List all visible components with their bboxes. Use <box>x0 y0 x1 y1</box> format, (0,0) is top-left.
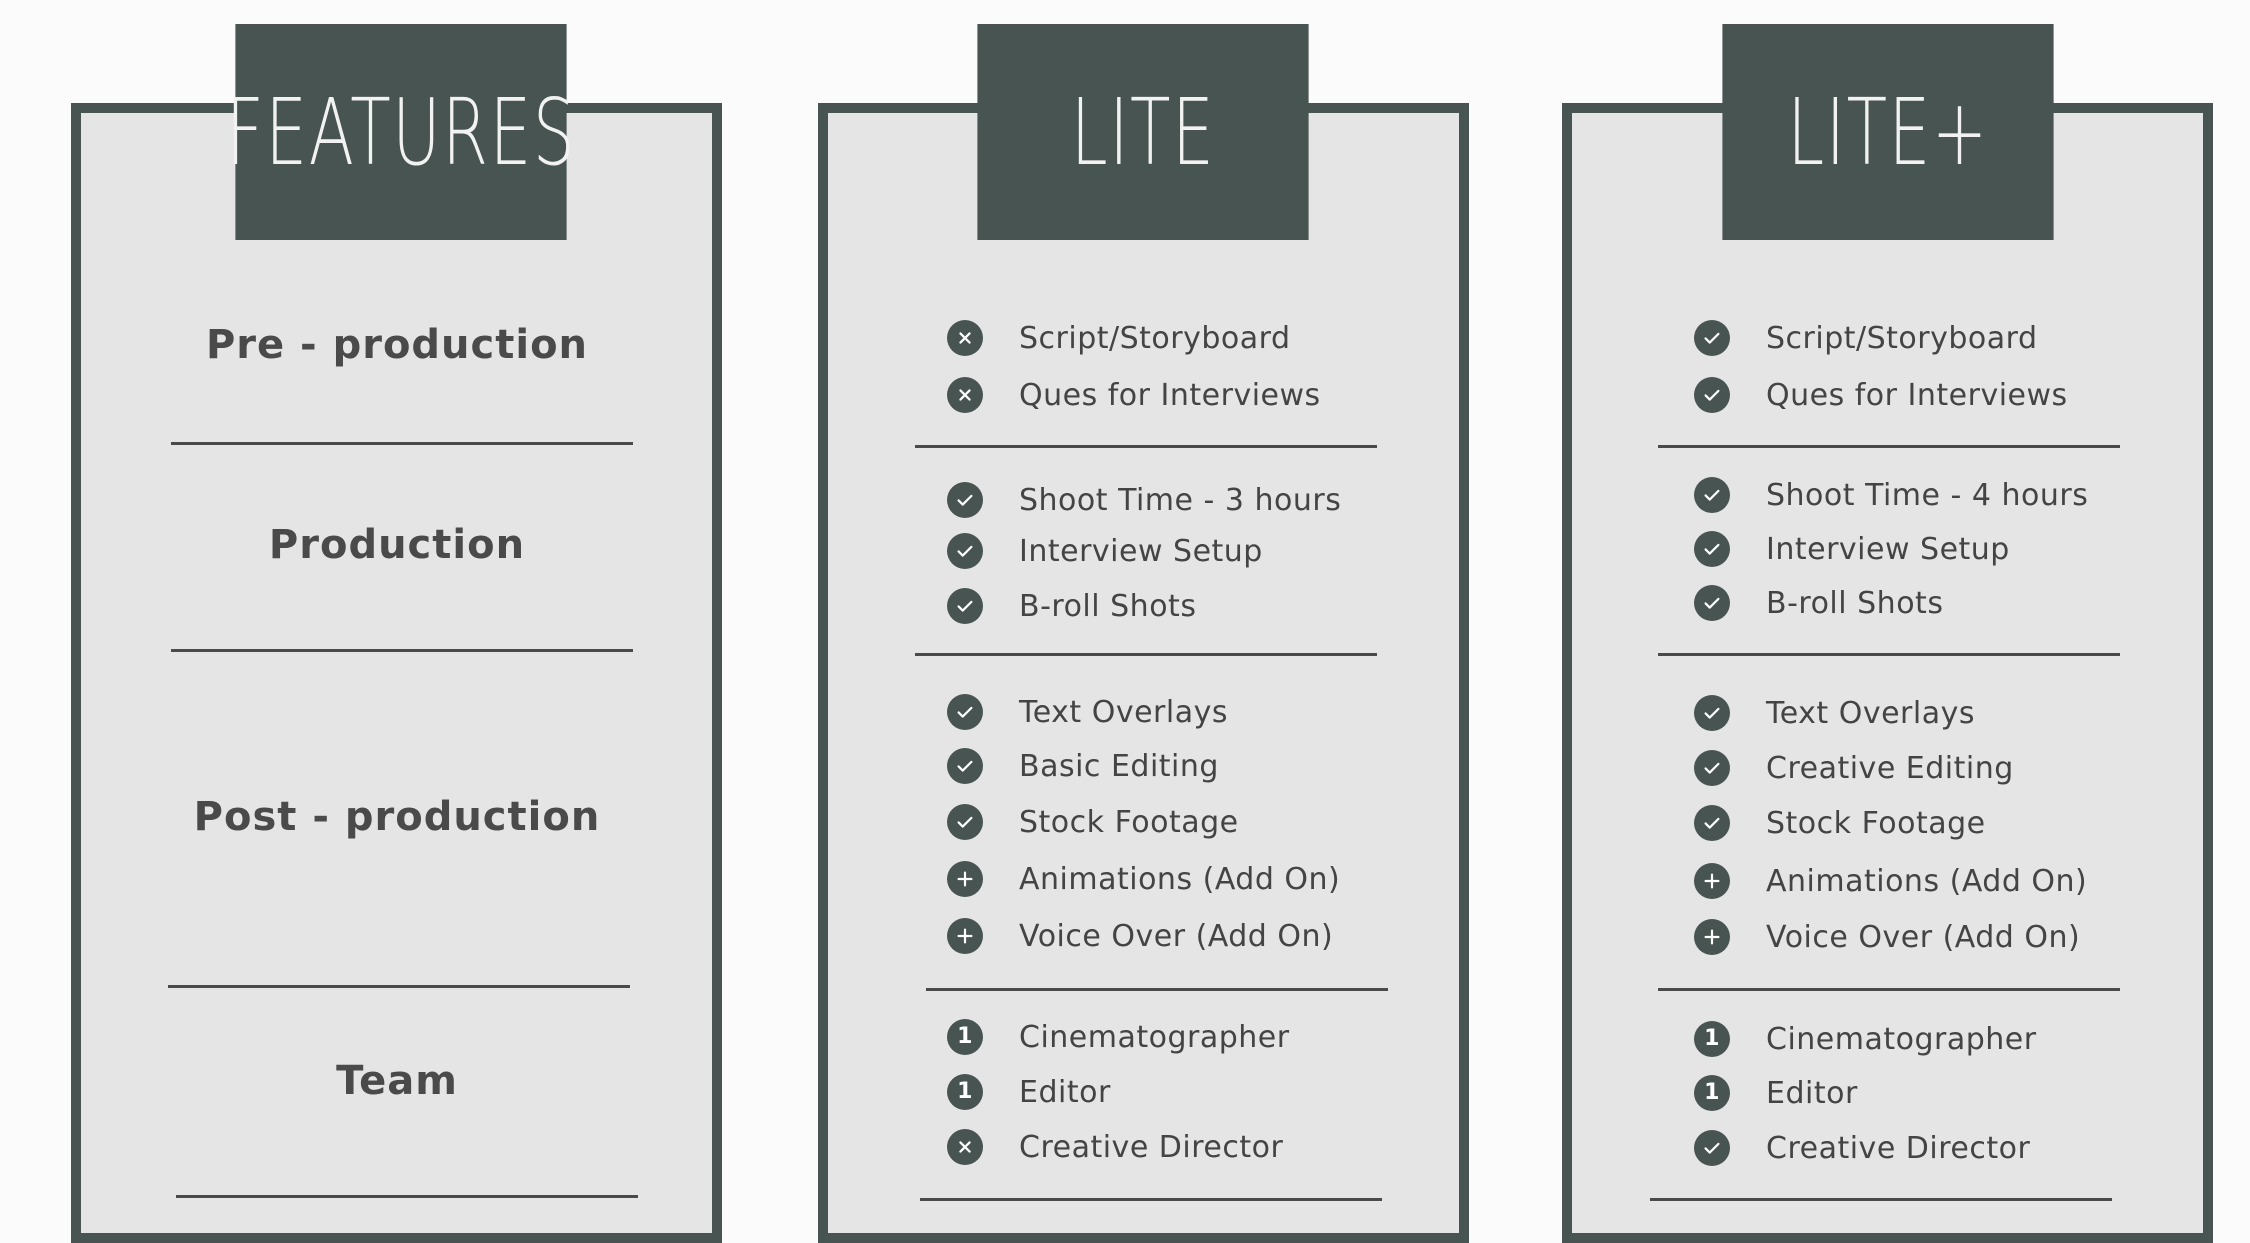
features-header-label: FEATURES <box>225 78 577 186</box>
features-divider-3 <box>168 985 630 988</box>
lite-plus-item <box>1694 863 2087 899</box>
lite-plus-item-label: Editor <box>1766 1075 1858 1111</box>
plus-icon <box>947 918 983 954</box>
lite-plus-item-label: Stock Footage <box>1766 805 1986 841</box>
lite-item <box>947 377 1321 413</box>
cross-icon <box>947 377 983 413</box>
one-icon: 1 <box>1694 1021 1730 1057</box>
features-divider-1 <box>171 442 633 445</box>
lite-item <box>947 482 1341 518</box>
plus-icon <box>1694 863 1730 899</box>
lite-item-label: Creative Director <box>1019 1129 1284 1165</box>
lite-item <box>947 694 1228 730</box>
lite-plus-divider-2 <box>1658 653 2120 656</box>
feature-post-production: Post - production <box>193 794 601 840</box>
check-icon <box>947 748 983 784</box>
check-icon <box>1694 750 1730 786</box>
cross-icon <box>947 1129 983 1165</box>
lite-divider-4 <box>920 1198 1382 1201</box>
lite-item-label: Cinematographer <box>1019 1019 1290 1055</box>
feature-team: Team <box>336 1058 458 1104</box>
lite-plus-item-label: Shoot Time - 4 hours <box>1766 477 2089 513</box>
lite-plus-item-label: B-roll Shots <box>1766 585 1944 621</box>
lite-item <box>947 804 1239 840</box>
lite-item <box>947 588 1196 624</box>
lite-item <box>947 748 1219 784</box>
one-icon: 1 <box>947 1074 983 1110</box>
lite-item <box>947 861 1340 897</box>
lite-plus-item-label: Animations (Add On) <box>1766 863 2088 899</box>
lite-item-label: Ques for Interviews <box>1019 377 1321 413</box>
lite-plus-item <box>1694 750 2014 786</box>
check-icon <box>947 482 983 518</box>
lite-item-label: Stock Footage <box>1019 804 1239 840</box>
plus-icon <box>1694 919 1730 955</box>
lite-item <box>947 918 1333 954</box>
lite-item-label: Interview Setup <box>1019 533 1263 569</box>
lite-divider-1 <box>915 445 1377 448</box>
features-header <box>225 24 577 240</box>
check-icon <box>1694 585 1730 621</box>
lite-item-label: Voice Over (Add On) <box>1019 918 1334 954</box>
check-icon <box>1694 695 1730 731</box>
lite-plus-divider-1 <box>1658 445 2120 448</box>
lite-item-label: Shoot Time - 3 hours <box>1019 482 1342 518</box>
lite-plus-item <box>1694 320 2038 356</box>
check-icon <box>947 804 983 840</box>
check-icon <box>1694 477 1730 513</box>
lite-plus-item <box>1694 477 2088 513</box>
lite-plus-item <box>1694 1130 2030 1166</box>
lite-plus-item-label: Ques for Interviews <box>1766 377 2068 413</box>
check-icon <box>1694 320 1730 356</box>
one-icon: 1 <box>947 1019 983 1055</box>
lite-plus-item-label: Voice Over (Add On) <box>1766 919 2081 955</box>
check-icon <box>947 533 983 569</box>
lite-plus-item <box>1694 585 1943 621</box>
lite-item <box>947 1129 1283 1165</box>
check-icon <box>1694 1130 1730 1166</box>
lite-item-label: Script/Storyboard <box>1019 320 1291 356</box>
lite-item-label: Text Overlays <box>1019 694 1228 730</box>
lite-plus-divider-4 <box>1650 1198 2112 1201</box>
lite-item-label: Editor <box>1019 1074 1111 1110</box>
lite-plus-item <box>1694 919 2080 955</box>
lite-plus-card <box>1562 103 2213 1243</box>
lite-plus-item-label: Creative Director <box>1766 1130 2031 1166</box>
lite-plus-item <box>1694 1021 2037 1057</box>
one-icon: 1 <box>1694 1075 1730 1111</box>
lite-plus-item-label: Cinematographer <box>1766 1021 2037 1057</box>
lite-plus-item <box>1694 695 1975 731</box>
lite-card <box>818 103 1469 1243</box>
lite-plus-item <box>1694 1075 1858 1111</box>
check-icon <box>1694 377 1730 413</box>
cross-icon <box>947 320 983 356</box>
check-icon <box>947 588 983 624</box>
check-icon <box>947 694 983 730</box>
lite-divider-3 <box>926 988 1388 991</box>
lite-plus-item <box>1694 531 2010 567</box>
lite-plus-header-label: LITE+ <box>1787 78 1989 186</box>
lite-divider-2 <box>915 653 1377 656</box>
plus-icon <box>947 861 983 897</box>
check-icon <box>1694 531 1730 567</box>
lite-plus-item-label: Text Overlays <box>1766 695 1975 731</box>
lite-item <box>947 320 1291 356</box>
lite-plus-item <box>1694 805 1986 841</box>
lite-plus-item <box>1694 377 2068 413</box>
features-divider-4 <box>176 1195 638 1198</box>
lite-header-label: LITE <box>1070 78 1216 186</box>
lite-item-label: B-roll Shots <box>1019 588 1197 624</box>
lite-plus-header <box>1722 24 2053 240</box>
check-icon <box>1694 805 1730 841</box>
lite-item-label: Basic Editing <box>1019 748 1219 784</box>
lite-item <box>947 1019 1290 1055</box>
lite-header <box>977 24 1308 240</box>
lite-plus-item-label: Script/Storyboard <box>1766 320 2038 356</box>
lite-plus-item-label: Interview Setup <box>1766 531 2010 567</box>
lite-plus-item-label: Creative Editing <box>1766 750 2014 786</box>
lite-item-label: Animations (Add On) <box>1019 861 1341 897</box>
lite-item <box>947 533 1263 569</box>
lite-item <box>947 1074 1111 1110</box>
lite-plus-divider-3 <box>1658 988 2120 991</box>
features-divider-2 <box>171 649 633 652</box>
feature-pre-production: Pre - production <box>205 322 589 368</box>
feature-production: Production <box>268 522 526 568</box>
